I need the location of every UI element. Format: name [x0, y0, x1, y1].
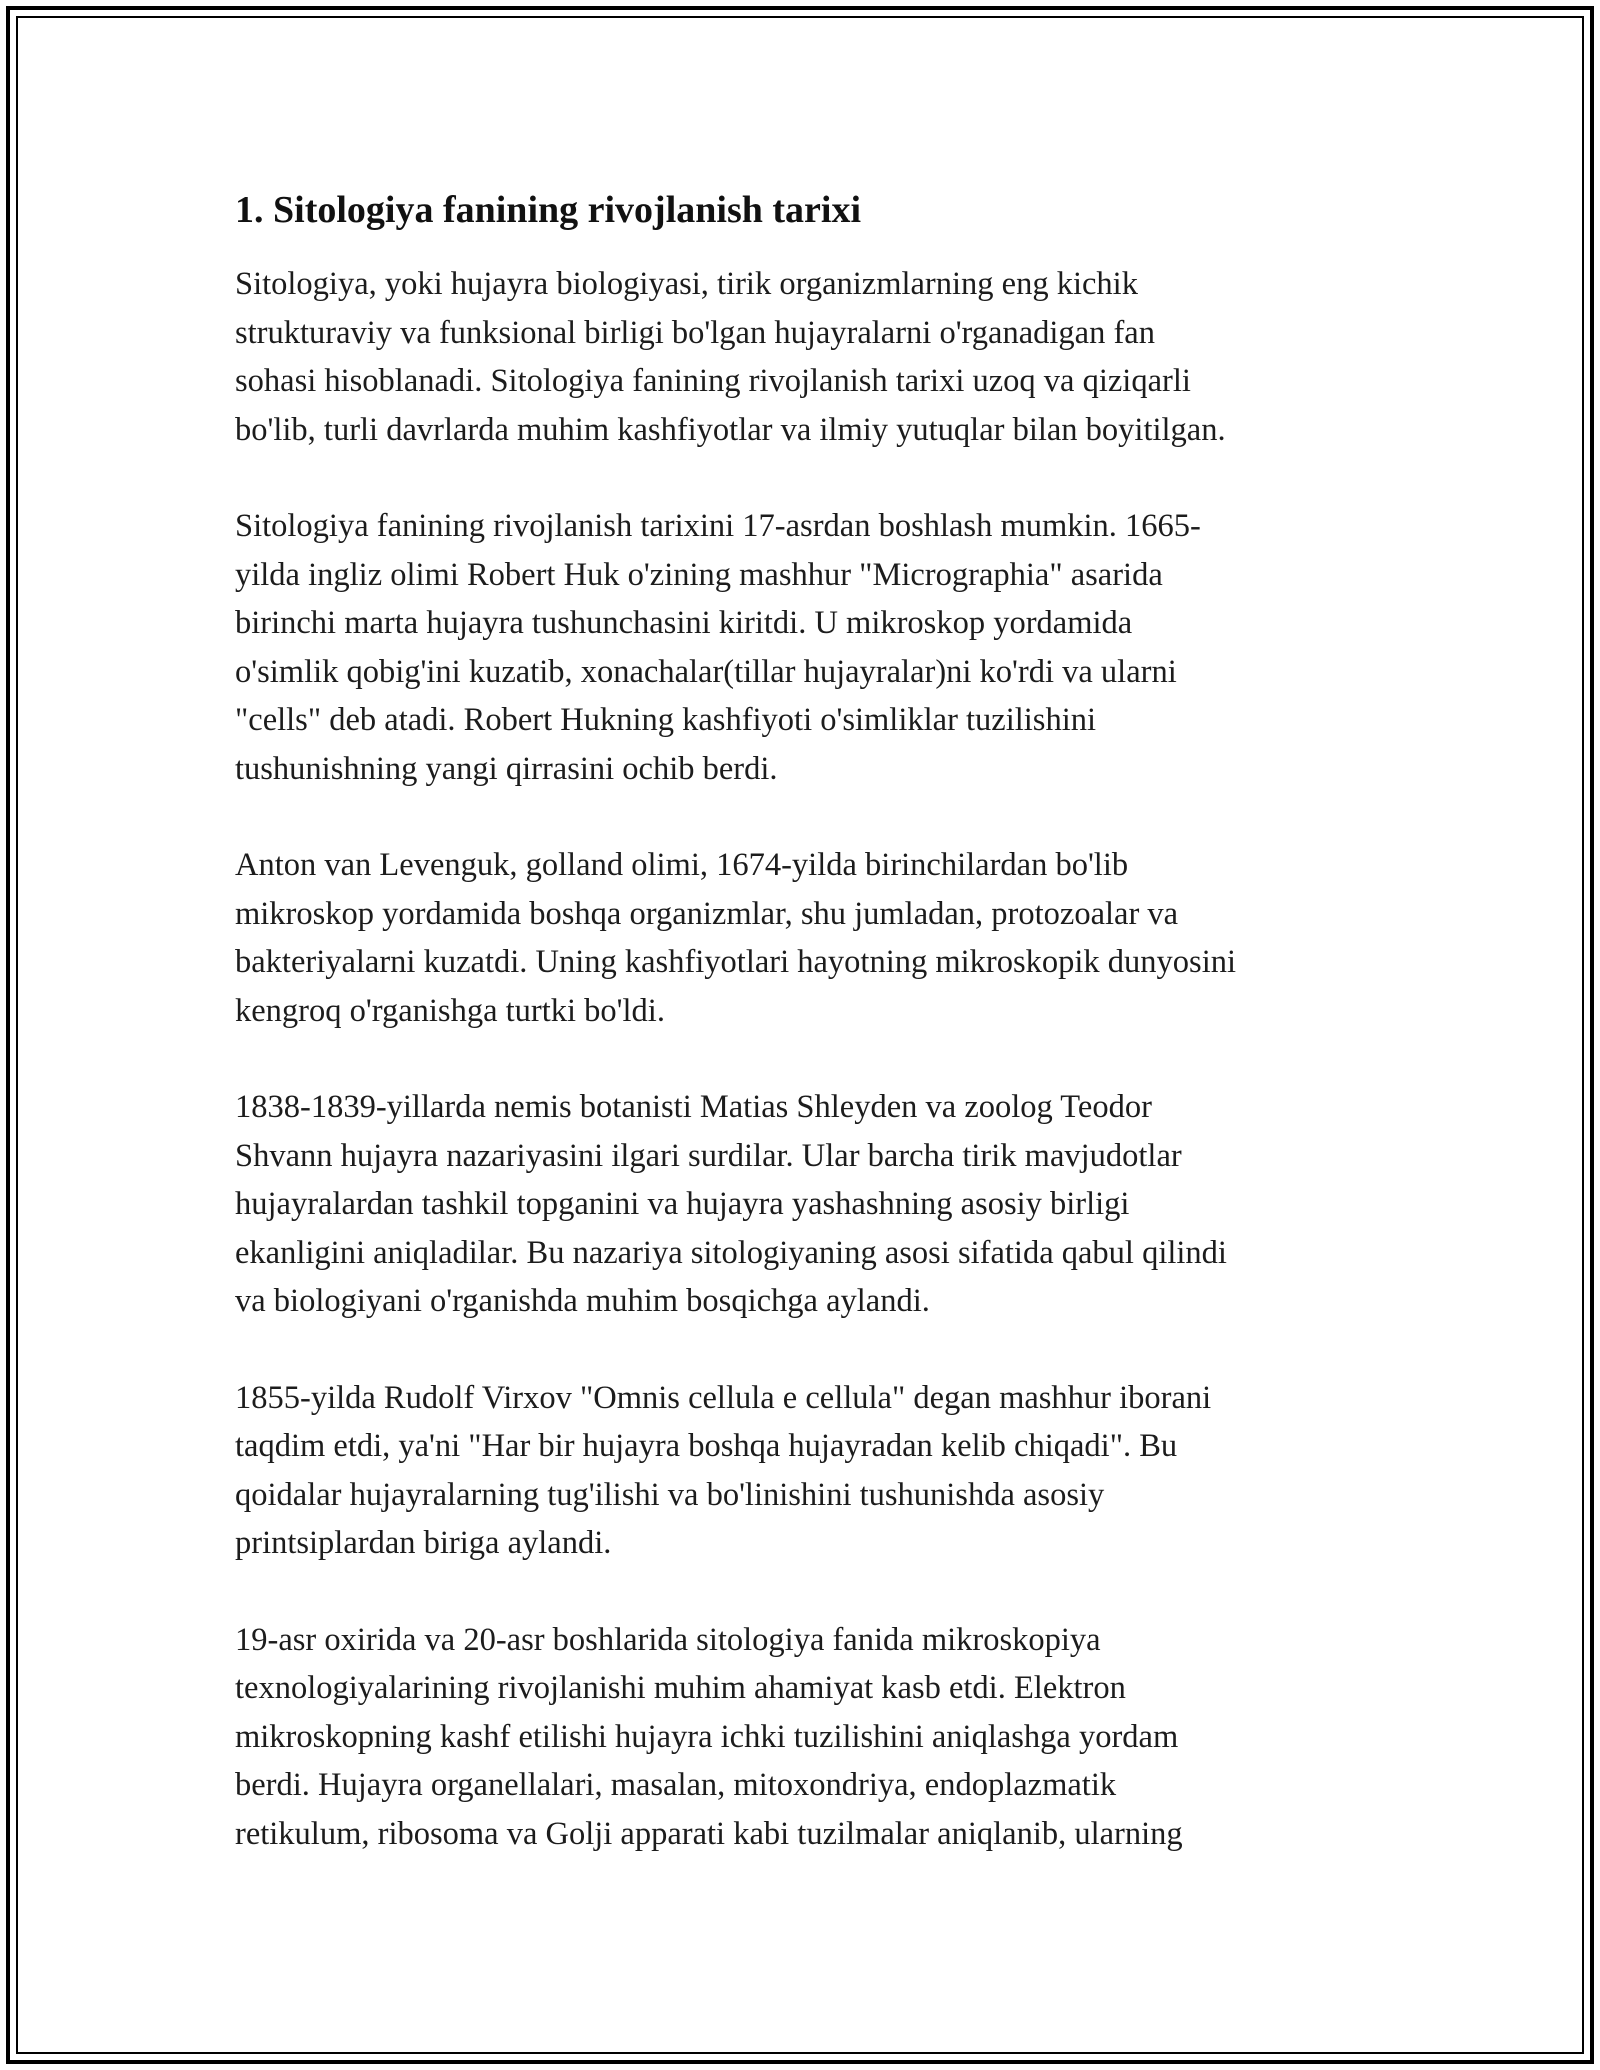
- document-body: [235, 186, 1395, 1906]
- paragraph-intro: Sitologiya, yoki hujayra biologiyasi, tirik organizmlarning eng kichik strukturaviy va funksional birligi bo'lgan hujayralarni o'rganadigan fan sohasi hisoblanadi. Sitologiya fanining rivojlanish tarixi uzoq va qiziqarli bo'lib, turli davrlarda muhim kashfiyotlar va ilmiy yutuqlar bilan boyitilgan.: [235, 266, 1226, 448]
- paragraph-levenguk: Anton van Levenguk, golland olimi, 1674-yilda birinchilardan bo'lib mikroskop yordamida boshqa organizmlar, shu jumladan, protozoalar va bakteriyalarni kuzatdi. Uning kashfiyotlari hayotning mikroskopik dunyosini kengroq o'rganishga turtki bo'ldi.: [235, 847, 1237, 1029]
- paragraph-robert-huk: Sitologiya fanining rivojlanish tarixini 17-asrdan boshlash mumkin. 1665- yilda ingliz olimi Robert Huk o'zining mashhur "Micrographia" asarida birinchi marta hujayra tushunchasini kiritdi. U mikroskop yordamida o'simlik qobig'ini kuzatib, xonachalar(tillar hujayralar)ni ko'rdi va ularni "cells" deb atadi. Robert Hukning kashfiyoti o'simliklar tuzilishini tushunishning yangi qirrasini ochib berdi.: [235, 508, 1201, 787]
- paragraph-cell-theory: 1838-1839-yillarda nemis botanisti Matias Shleyden va zoolog Teodor Shvann hujayra nazariyasini ilgari surdilar. Ular barcha tirik mavjudotlar hujayralardan tashkil topganini va hujayra yashashning asosiy birligi ekanligini aniqladilar. Bu nazariya sitologiyaning asosi sifatida qabul qilindi va biologiyani o'rganishda muhim bosqichga aylandi.: [235, 1089, 1227, 1319]
- section-heading: 1. Sitologiya fanining rivojlanish tarixi: [235, 189, 862, 231]
- paragraph-virxov: 1855-yilda Rudolf Virxov "Omnis cellula e cellula" degan mashhur iborani taqdim etdi, ya'ni "Har bir hujayra boshqa hujayradan kelib chiqadi". Bu qoidalar hujayralarning tug'ilishi va bo'linishini tushunishda asosiy printsiplardan biriga aylandi.: [235, 1379, 1212, 1561]
- paragraph-microscopy: 19-asr oxirida va 20-asr boshlarida sitologiya fanida mikroskopiya texnologiyalarining rivojlanishi muhim ahamiyat kasb etdi. Elektron mikroskopning kashf etilishi hujayra ichki tuzilishini aniqlashga yordam berdi. Hujayra organellalari, masalan, mitoxondriya, endoplazmatik retikulum, ribosoma va Golji apparati kabi tuzilmalar aniqlanib, ularning: [235, 1621, 1183, 1852]
